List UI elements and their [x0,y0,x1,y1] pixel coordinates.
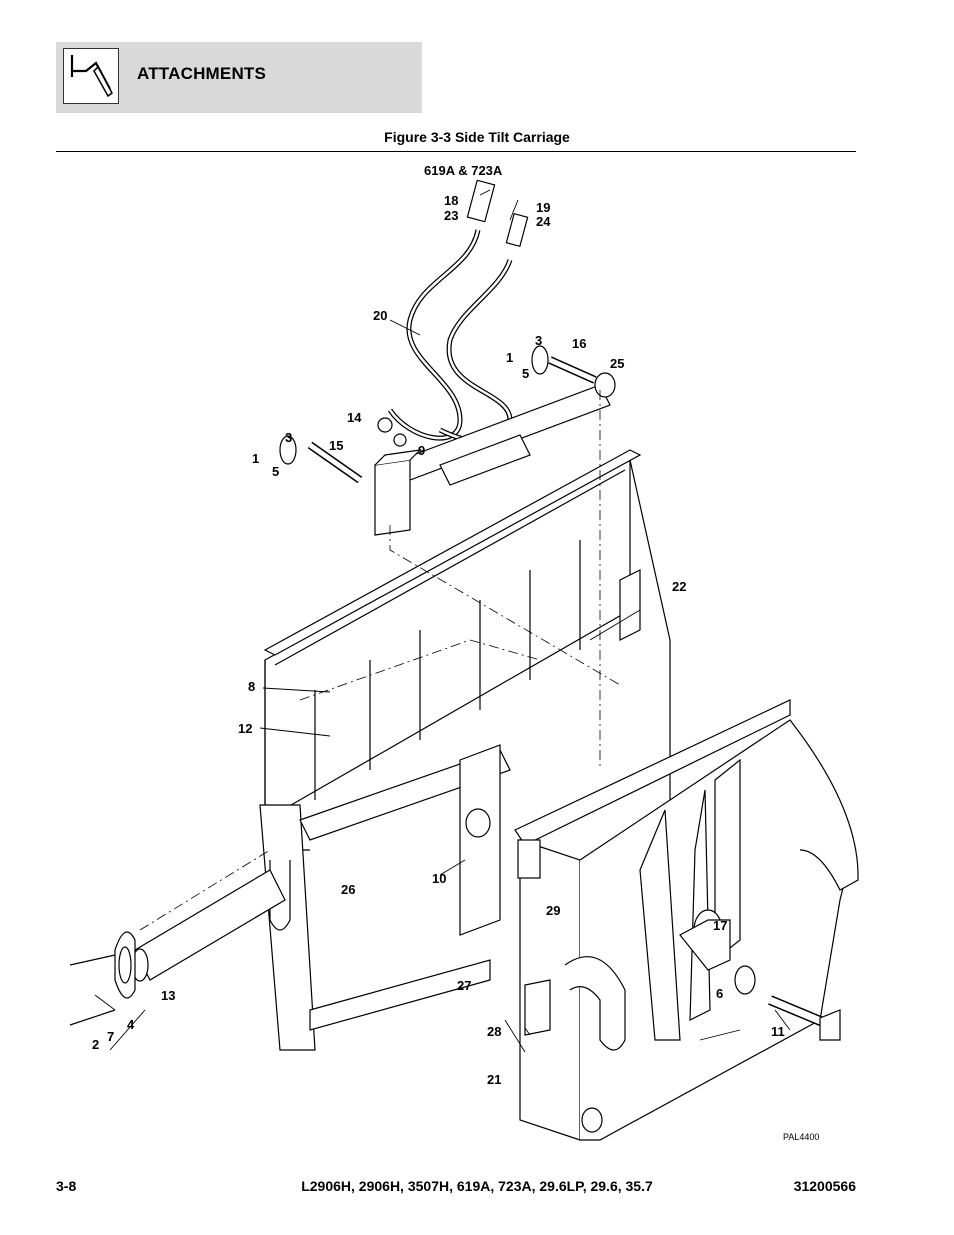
model-list: L2906H, 2906H, 3507H, 619A, 723A, 29.6LP, 29.6, 35.7 [301,1178,653,1194]
callout-25: 25 [610,356,625,371]
callout-5b: 5 [272,464,280,479]
page-number: 3-8 [56,1178,77,1194]
callout-11: 11 [771,1024,785,1039]
callout-3: 3 [535,333,543,348]
callout-8: 8 [248,679,256,694]
callout-14: 14 [347,410,362,425]
callout-21: 21 [487,1072,502,1087]
callout-28: 28 [487,1024,502,1039]
forklift-attachment-icon [63,48,119,104]
callout-17: 17 [713,918,728,933]
callout-6: 6 [716,986,724,1001]
callout-1: 1 [506,350,514,365]
callout-7: 7 [107,1029,115,1044]
drawing-id: PAL4400 [783,1132,820,1142]
callout-23: 23 [444,208,459,223]
figure-title: Figure 3-3 Side Tilt Carriage [384,129,570,145]
side-tilt-carriage-diagram [40,160,880,1150]
callout-13: 13 [161,988,176,1003]
callout-5: 5 [522,366,530,381]
variant-label: 619A & 723A [424,163,503,178]
callout-9: 9 [418,443,426,458]
callout-16: 16 [572,336,587,351]
callout-18: 18 [444,193,459,208]
callout-19: 19 [536,200,551,215]
section-title: ATTACHMENTS [137,64,267,83]
callout-4: 4 [127,1017,135,1032]
callout-15: 15 [329,438,344,453]
callout-29: 29 [546,903,561,918]
callout-26: 26 [341,882,356,897]
callout-12: 12 [238,721,253,736]
callout-24: 24 [536,214,551,229]
callout-27: 27 [457,978,472,993]
title-divider [56,151,856,152]
callout-2: 2 [92,1037,100,1052]
callout-10: 10 [432,871,447,886]
callout-20: 20 [373,308,388,323]
callout-1b: 1 [252,451,260,466]
callout-3b: 3 [285,430,293,445]
document-number: 31200566 [793,1178,856,1194]
callout-22: 22 [672,579,687,594]
